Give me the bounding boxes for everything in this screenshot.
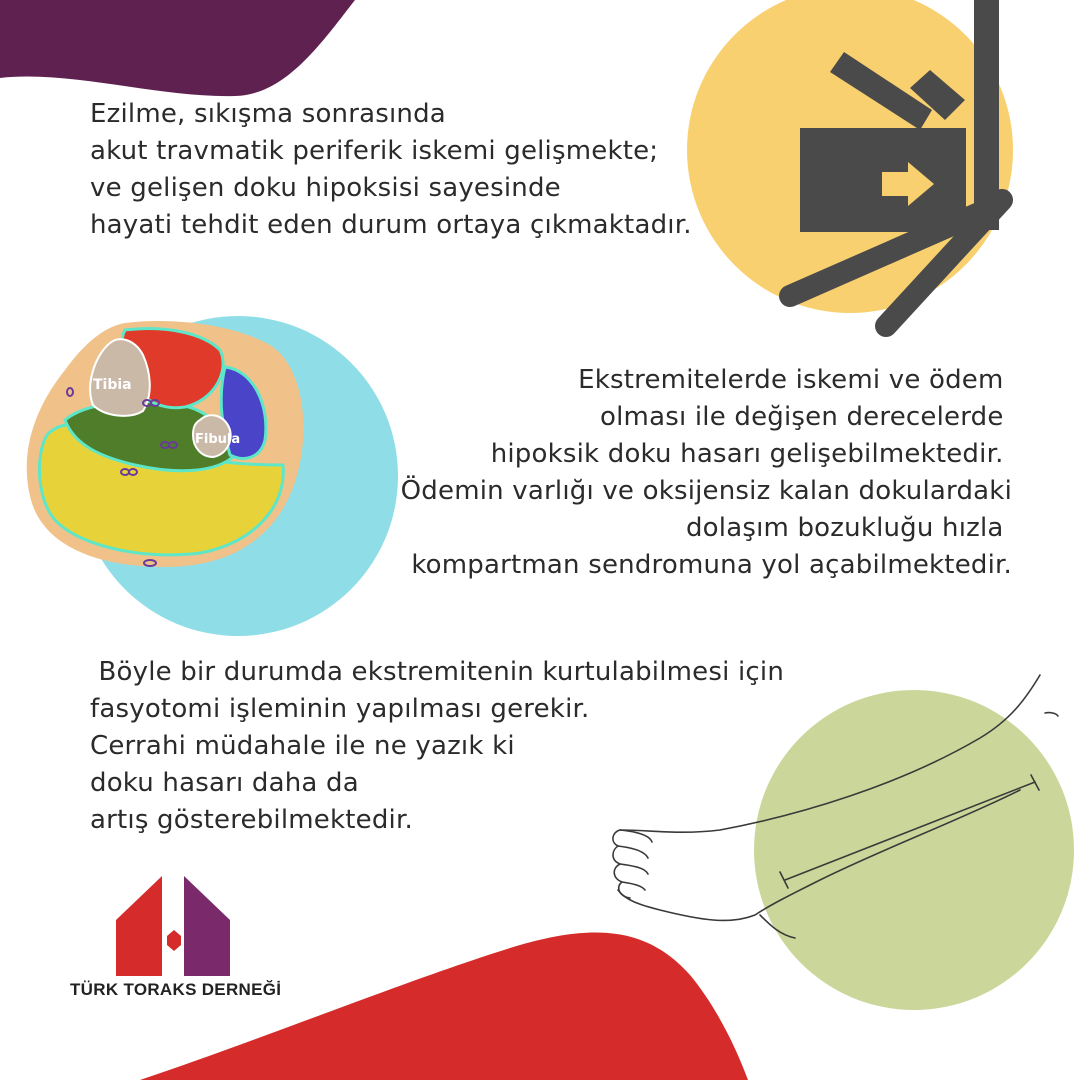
- paragraph-line: hayati tehdit eden durum ortaya çıkmaktadır.: [90, 210, 692, 240]
- paragraph-line: Ödemin varlığı ve oksijensiz kalan dokulardaki: [400, 476, 1012, 506]
- paragraph-line: Cerrahi müdahale ile ne yazık ki: [90, 731, 515, 761]
- paragraph-line: fasyotomi işleminin yapılması gerekir.: [90, 694, 590, 724]
- paragraph-line: akut travmatik periferik iskemi gelişmekte;: [90, 136, 659, 166]
- fibula-label: Fibula: [195, 432, 241, 447]
- purple-corner-shape: [0, 0, 355, 96]
- paragraph-fasciotomy: [90, 654, 784, 839]
- paragraph-line: olması ile değişen derecelerde: [600, 402, 1012, 432]
- crush-hazard-icon: [770, 0, 1080, 345]
- leg-cross-section-illustration: [25, 315, 315, 575]
- logo-text: TÜRK TORAKS DERNEĞİ: [70, 980, 282, 999]
- paragraph-line: kompartman sendromuna yol açabilmektedir.: [411, 550, 1012, 580]
- paragraph-line: Böyle bir durumda ekstremitenin kurtulabilmesi için: [90, 657, 785, 687]
- turk-toraks-logo: [112, 872, 237, 977]
- paragraph-crush-injury: [90, 96, 692, 244]
- paragraph-line: ve gelişen doku hipoksisi sayesinde: [90, 173, 561, 203]
- paragraph-line: Ekstremitelerde iskemi ve ödem: [578, 365, 1012, 395]
- paragraph-line: artış gösterebilmektedir.: [90, 805, 413, 835]
- paragraph-line: hipoksik doku hasarı gelişebilmektedir.: [490, 439, 1012, 469]
- paragraph-line: Ezilme, sıkışma sonrasında: [90, 99, 446, 129]
- paragraph-compartment-syndrome: [401, 362, 1012, 584]
- tibia-label: Tibia: [93, 377, 132, 393]
- paragraph-line: doku hasarı daha da: [90, 768, 359, 798]
- paragraph-line: dolaşım bozukluğu hızla: [685, 513, 1012, 543]
